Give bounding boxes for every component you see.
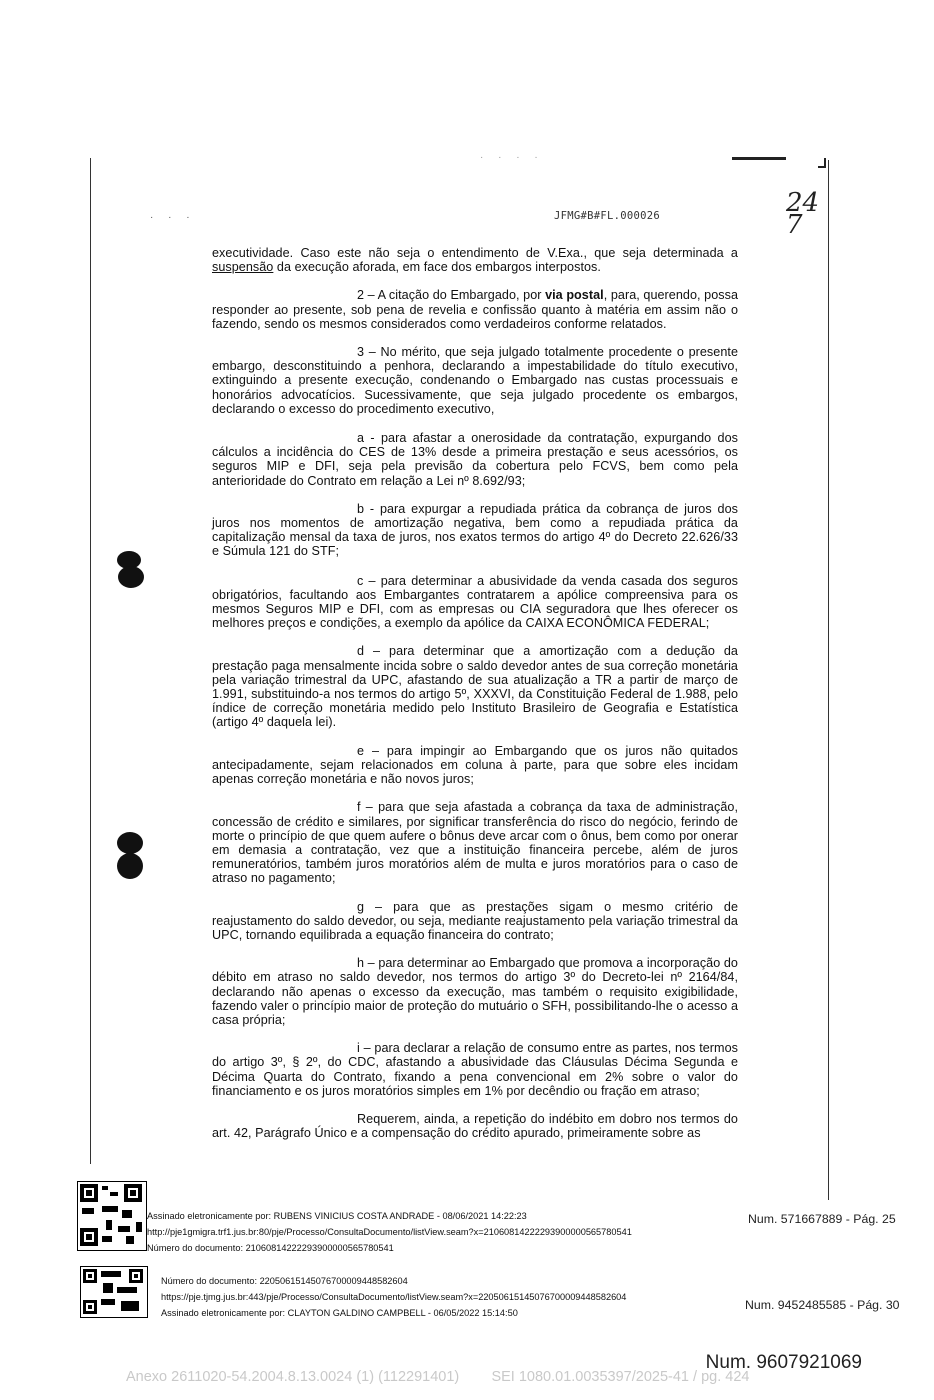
document-body: [212, 246, 738, 1140]
punch-hole: [117, 853, 143, 879]
paragraph-item-b: b - para expurgar a repudiada prática da cobrança de juros dos juros nos momentos de amortização negativa, bem como a repudiada prática da capitalização mensal da taxa de juros, nos exatos termos do artigo 4º do Decreto 22.626/33 e Súmula 121 do STF;: [212, 501, 738, 559]
signature-block-2: [161, 1273, 626, 1321]
scan-specks-top: · · · ·: [480, 152, 544, 163]
paragraph-item-e: e – para impingir ao Embargando que os juros não quitados antecipadamente, sejam relacionados em coluna à parte, para que sobre eles incidam apenas correção monetária e não novos juros;: [212, 743, 738, 787]
scan-right-border: [828, 160, 829, 1200]
punch-hole: [117, 832, 143, 854]
paragraph-item-i: i – para declarar a relação de consumo entre as partes, nos termos do artigo 3º, § 2º, do CDC, afastando a abusividade das Cláusulas Décima Segunda e Décima Quarta do Contrato, fixando a pena convencional em 2% sobre o valor do financiamento e os juros moratórios simples em 1% por decêndio ou fração em atraso;: [212, 1041, 738, 1098]
paragraph-item-2: 2 – A citação do Embargado, por via postal, para, querendo, possa responder ao presente, sob pena de revelia e confissão quanto à matéria em assim não o fazendo, sendo os mesmos considerados como verdadeiros conforme relatados.: [212, 288, 738, 331]
paragraph-item-3: 3 – No mérito, que seja julgado totalmente procedente o presente embargo, desconstituindo a penhora, declarando a impestabilidade do título executivo, extinguindo a presente execução, condenando o Embargado nas custas processuais e honorários advocatícios. Sucessivamente, que seja julgado procedente os embargos, declarando o excesso do procedimento executivo,: [212, 345, 738, 416]
punch-hole: [118, 566, 144, 588]
paragraph-requests: Requerem, ainda, a repetição do indébito em dobro nos termos do art. 42, Parágrafo Único e a compensação do crédito apurado, primeiramente sobre as: [212, 1111, 738, 1141]
signature-1-docnumber: Número do documento: 21060814222293900000565780541: [147, 1243, 394, 1253]
scan-corner-mark: [818, 158, 826, 168]
signature-2-signer: Assinado eletronicamente por: CLAYTON GALDINO CAMPBELL - 06/05/2022 15:14:50: [161, 1308, 518, 1318]
handwritten-page-number: 24 7: [786, 188, 820, 240]
paragraph-item-c: c – para determinar a abusividade da venda casada dos seguros obrigatórios, facultando aos Embargantes contratarem a apólice compreensiva para os mesmos Seguros MIP e DFI, com as empresas ou CIA seguradora que lhes oferecer os melhores preços e condições, a exemplo da apólice da CAIXA ECONÔMICA FEDERAL;: [212, 573, 738, 631]
document-number: Num. 9607921069: [705, 1352, 862, 1373]
qr-code-1: [77, 1181, 147, 1251]
scan-top-mark: [732, 157, 786, 160]
scan-left-border: [90, 158, 91, 1164]
paragraph-item-g: g – para que as prestações sigam o mesmo critério de reajustamento do saldo devedor, ou seja, mediante reajustamento pela variação trimestral da UPC, tornando equilibrada a equação financeira do contrato;: [212, 899, 738, 942]
signature-block-1: [147, 1208, 632, 1256]
signature-1-url[interactable]: http://pje1gmigra.trf1.jus.br:80/pje/Processo/ConsultaDocumento/listView.seam?x=21060814222293900000565780541: [147, 1227, 632, 1237]
paragraph-item-h: h – para determinar ao Embargado que promova a incorporação do débito em atraso no saldo devedor, nos termos do artigo 3º do Decreto-lei nº 2164/84, declarando não apenas o excesso da execução, mas também o requisito exigibilidade, fazendo valer o princípio maior de proteção do mutuário o SFH, possibilitando-lhe o acesso a casa própria;: [212, 956, 738, 1027]
paragraph-item-d: d – para determinar que a amortização com a dedução da prestação paga mensalmente incida sobre o saldo devedor antes de sua correção monetária pela variação trimestral da UPC, afastando de sua atualização a TR a partir de março de 1.991, substituindo-a nos termos do artigo 5º, XXXVI, da Constituição Federal de 1.988, pelo índice de correção monetária medido pelo Instituto Brasileiro de Geografia e Estatística (artigo 4º daquela lei).: [212, 644, 738, 730]
signature-2-docnumber: Número do documento: 22050615145076700009448582604: [161, 1276, 408, 1286]
qr-code-2: [80, 1266, 148, 1318]
scan-specks: · · ·: [150, 212, 196, 223]
signature-1-page-number: Num. 571667889 - Pág. 25: [748, 1212, 896, 1226]
footer-annex: Anexo 2611020-54.2004.8.13.0024 (1) (112291401) SEI 1080.01.0035397/2025-41 / pg. 424: [126, 1369, 750, 1385]
paragraph-intro: executividade. Caso este não seja o entendimento de V.Exa., que seja determinada a suspensão da execução aforada, em face dos embargos interpostos.: [212, 246, 738, 275]
page-stamp: JFMG#B#FL.000026: [554, 210, 660, 222]
signature-1-signer: Assinado eletronicamente por: RUBENS VINICIUS COSTA ANDRADE - 08/06/2021 14:22:23: [147, 1211, 527, 1221]
paragraph-item-a: a - para afastar a onerosidade da contratação, expurgando dos cálculos a incidência do CES de 13% desde a primeira prestação e seus acessórios, os seguros MIP e DFI, seja pela previsão da cobertura pelo FCVS, bem como pela anterioridade do Contrato em relação a Lei nº 8.692/93;: [212, 431, 738, 488]
signature-2-page-number: Num. 9452485585 - Pág. 30: [745, 1298, 900, 1312]
signature-2-url[interactable]: https://pje.tjmg.jus.br:443/pje/Processo/ConsultaDocumento/listView.seam?x=22050615145076700009448582604: [161, 1292, 627, 1302]
paragraph-item-f: f – para que seja afastada a cobrança da taxa de administração, concessão de crédito e similares, por significar transferência do risco do negócio, ferindo de morte o princípio de que quem aufere o bônus deve arcar com o ônus, bem como por onerar em demasia a contratação, vez que a instituição financeira percebe, além de juros remuneratórios, também juros moratórios além de multa e juros moratórios para o caso de atraso no pagamento;: [212, 800, 738, 886]
